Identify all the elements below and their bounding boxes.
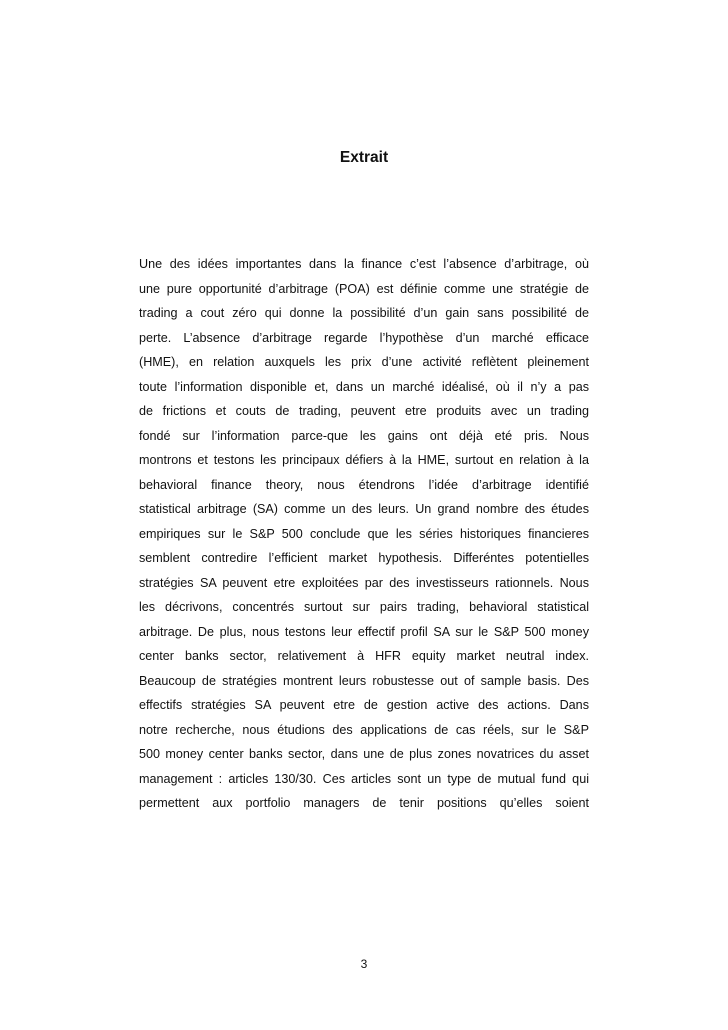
text-line: permettent aux portfolio managers de tenir positions qu’elles soient — [139, 796, 589, 810]
text-line: effectifs stratégies SA peuvent etre de gestion active des actions. Dans — [139, 698, 589, 712]
body-text — [139, 252, 589, 816]
text-line: une pure opportunité d’arbitrage (POA) est définie comme une stratégie de — [139, 281, 589, 296]
text-line: (HME), en relation auxquels les prix d’une activité reflètent pleinement — [139, 355, 589, 369]
text-line: fondé sur l’information parce-que les gains ont déjà eté pris. Nous — [139, 428, 589, 443]
text-line: empiriques sur le S&P 500 conclude que les séries historiques financieres — [139, 526, 589, 541]
text-line: behavioral finance theory, nous étendrons l’idée d’arbitrage identifié — [139, 477, 589, 492]
text-line: notre recherche, nous étudions des applications de cas réels, sur le S&P — [139, 722, 589, 737]
text-line: 500 money center banks sector, dans une de plus zones novatrices du asset — [139, 747, 589, 761]
text-line: center banks sector, relativement à HFR equity market neutral index. — [139, 649, 589, 663]
text-line: de frictions et couts de trading, peuvent etre produits avec un trading — [139, 404, 589, 418]
text-line: montrons et testons les principaux défiers à la HME, surtout en relation à la — [139, 453, 589, 467]
text-line: perte. L’absence d’arbitrage regarde l’hypothèse d’un marché efficace — [139, 330, 589, 345]
text-line: les décrivons, concentrés surtout sur pairs trading, behavioral statistical — [139, 600, 589, 614]
page-number: 3 — [360, 957, 368, 971]
text-line: stratégies SA peuvent etre exploitées par des investisseurs rationnels. Nous — [139, 575, 589, 590]
text-line: arbitrage. De plus, nous testons leur effectif profil SA sur le S&P 500 money — [139, 624, 589, 639]
text-line: Une des idées importantes dans la finance c’est l’absence d’arbitrage, où — [139, 257, 589, 271]
text-line: management : articles 130/30. Ces articles sont un type de mutual fund qui — [139, 771, 589, 786]
text-line: Beaucoup de stratégies montrent leurs robustesse out of sample basis. Des — [139, 673, 589, 688]
text-line: semblent contredire l’efficient market hypothesis. Differéntes potentielles — [139, 551, 589, 565]
page-title: Extrait — [339, 149, 389, 166]
text-line: toute l’information disponible et, dans un marché idéalisé, où il n’y a pas — [139, 379, 589, 394]
text-line: trading a cout zéro qui donne la possibilité d’un gain sans possibilité de — [139, 306, 589, 320]
text-line: statistical arbitrage (SA) comme un des leurs. Un grand nombre des études — [139, 502, 589, 516]
